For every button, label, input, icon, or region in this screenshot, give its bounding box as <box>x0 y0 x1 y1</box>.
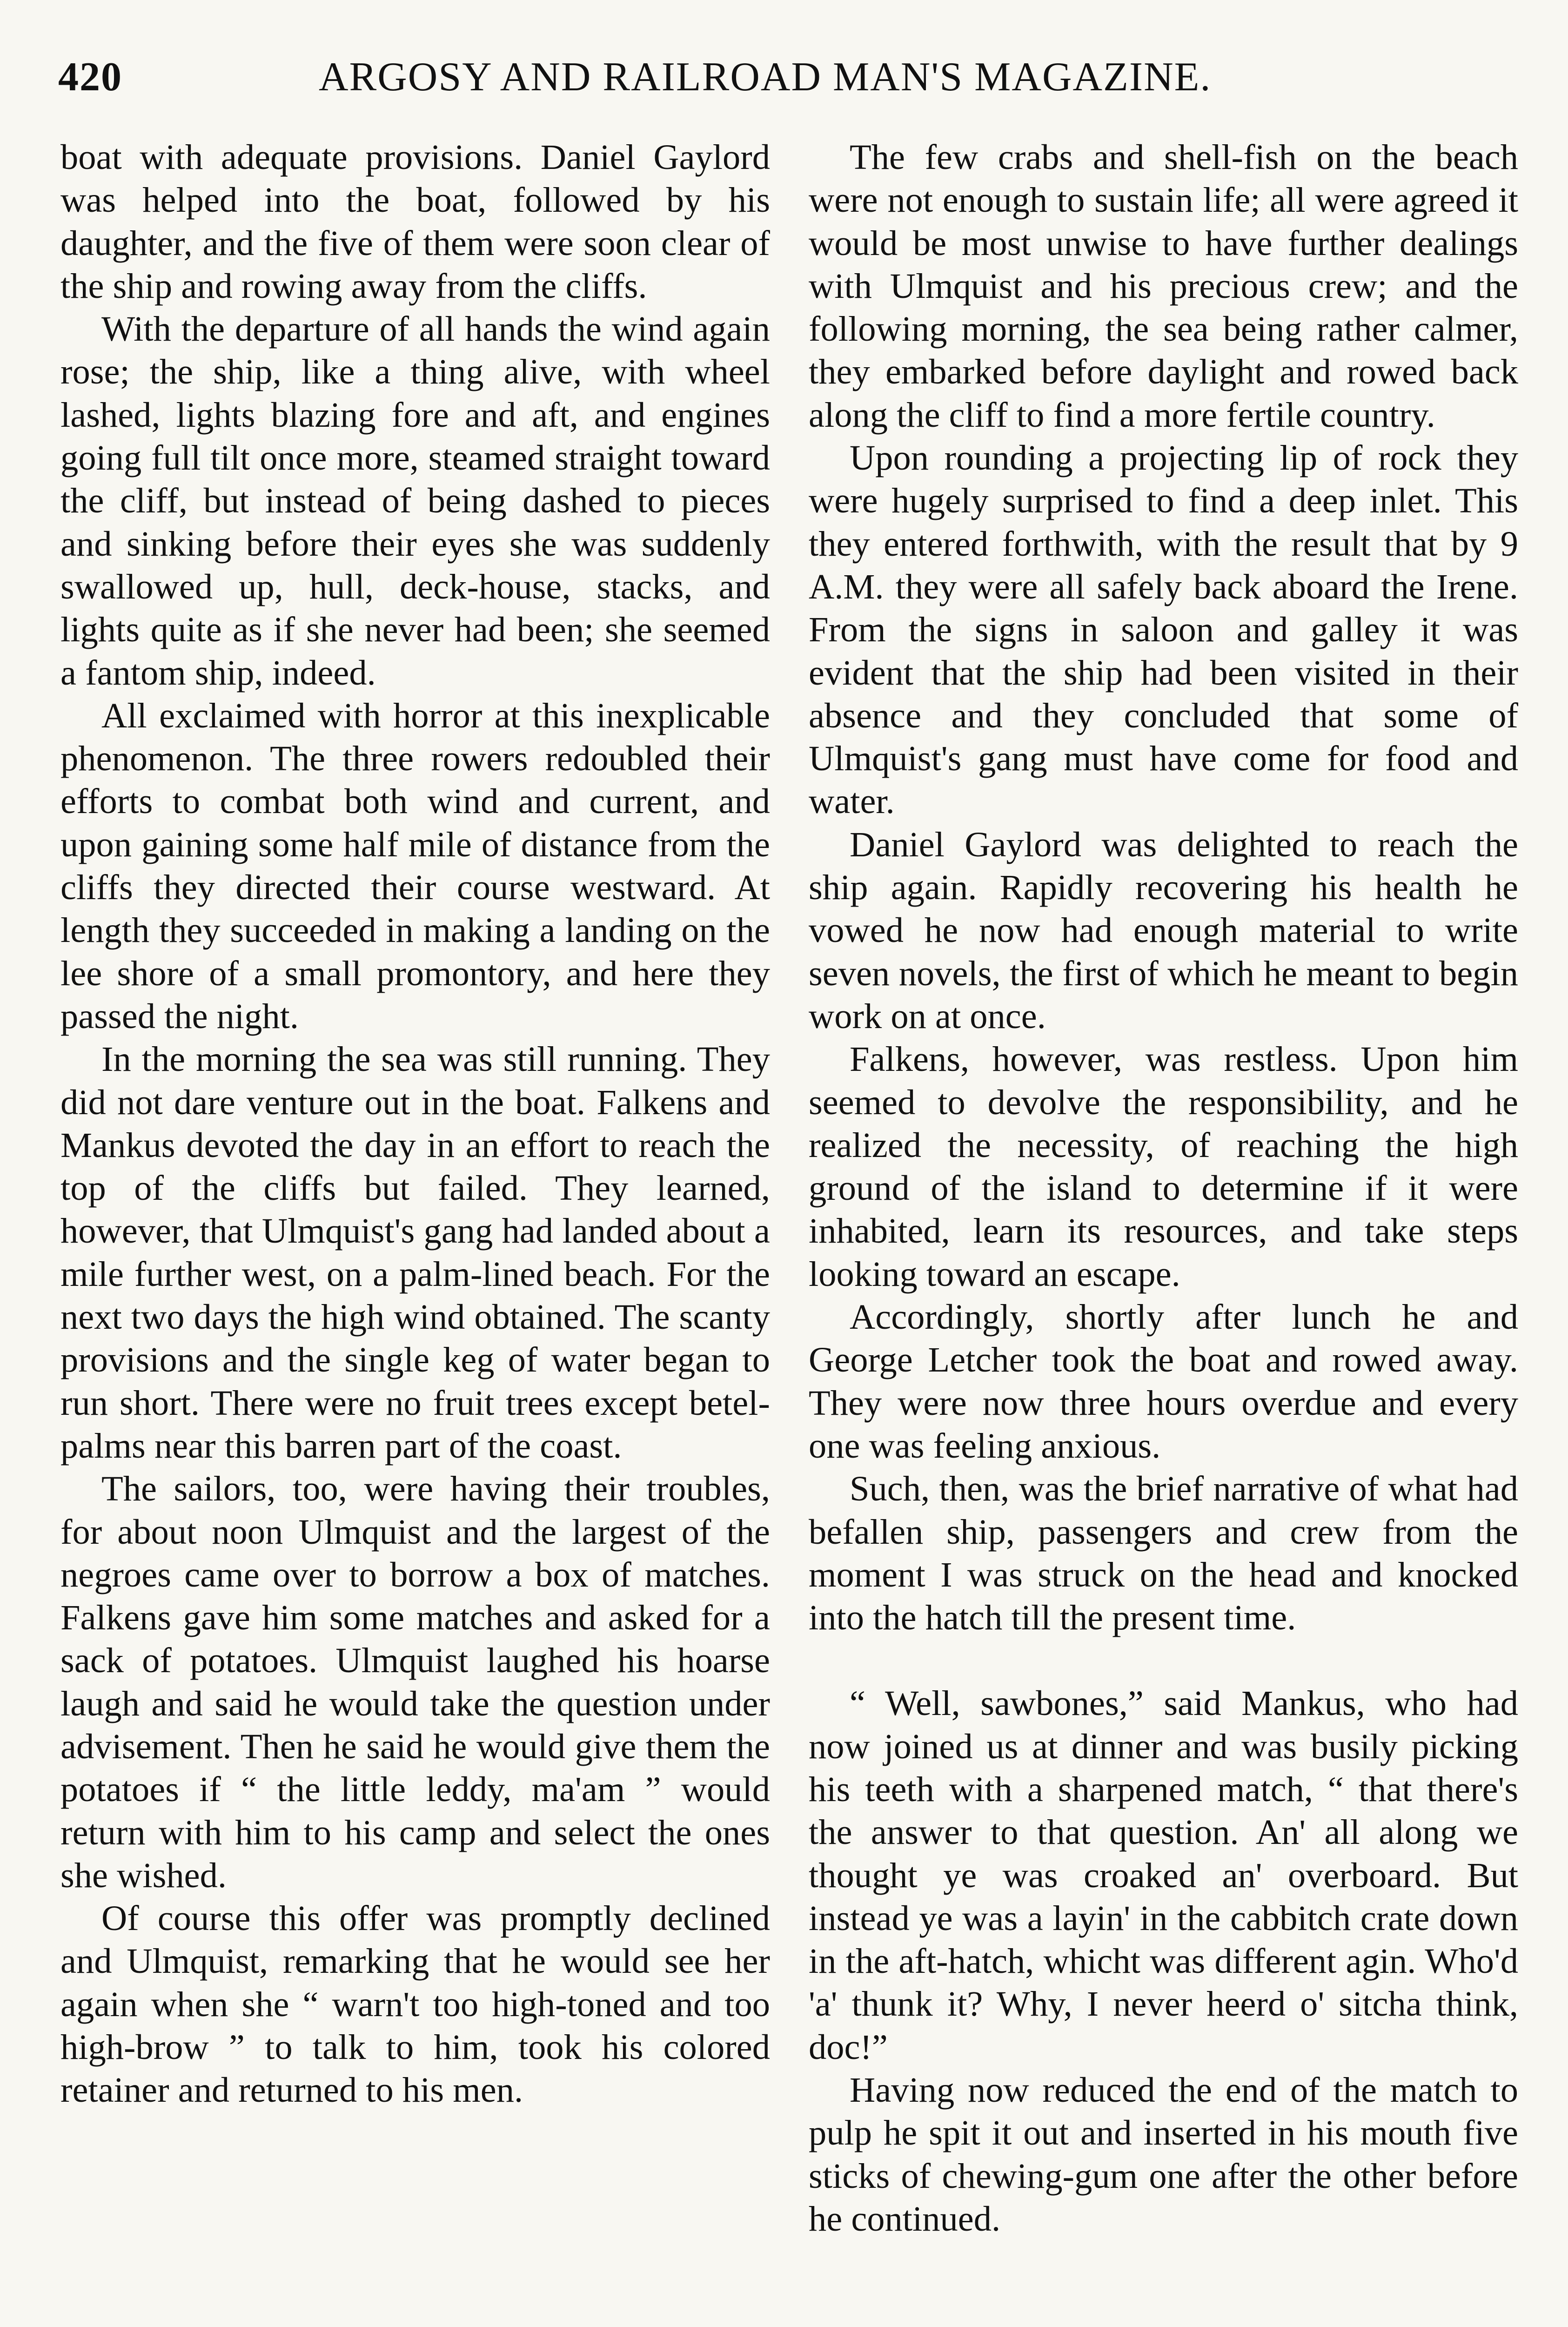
page-header <box>58 49 1514 109</box>
paragraph: The few crabs and shell-fish on the beach were not enough to sustain life; all were agreed it would be most unwise to have further dealings with Ulmquist and his precious crew; and the following morning, the sea being rather calmer, they embarked before daylight and rowed back along the cliff to find a more fertile country. <box>809 137 1518 435</box>
paragraph: Having now reduced the end of the match to pulp he spit it out and inserted in his mouth five sticks of chewing-gum one after the other before he continued. <box>809 2070 1518 2239</box>
paragraph: Falkens, however, was restless. Upon him seemed to devolve the responsibility, and he realized the necessity, of reaching the high ground of the island to determine if it were inhabited, learn its resources, and take steps looking toward an escape. <box>809 1039 1518 1294</box>
paragraph: “ Well, sawbones,” said Mankus, who had now joined us at dinner and was busily picking his teeth with a sharpened match, “ that there's the answer to that question. An' all along we thought ye was croaked an' overboard. But instead ye was a layin' in the cabbitch crate down in the aft-hatch, whicht was different agin. Who'd 'a' thunk it? Why, I never heerd o' sitcha think, doc!” <box>809 1683 1518 2067</box>
paragraph: Such, then, was the brief narrative of what had befallen ship, passengers and crew from the moment I was struck on the head and knocked into the hatch till the present time. <box>809 1469 1518 1638</box>
paragraph: All exclaimed with horror at this inexplicable phenomenon. The three rowers redoubled their efforts to combat both wind and current, and upon gaining some half mile of distance from the cliffs they directed their course westward. At length they succeeded in making a landing on the lee shore of a small promontory, and here they passed the night. <box>60 695 770 1036</box>
paragraph: In the morning the sea was still running. They did not dare venture out in the boat. Falkens and Mankus devoted the day in an effort to reach the top of the cliffs but failed. They learned, however, that Ulmquist's gang had landed about a mile further west, on a palm-lined beach. For the next two days the high wind obtained. The scanty provisions and the single keg of water began to run short. There were no fruit trees except betel-palms near this barren part of the coast. <box>60 1039 770 1466</box>
paragraph: boat with adequate provisions. Daniel Gaylord was helped into the boat, followed by his daughter, and the five of them were soon clear of the ship and rowing away from the cliffs. <box>60 137 770 306</box>
paragraph: Of course this offer was promptly declined and Ulmquist, remarking that he would see her again when she “ warn't too high-toned and too high-brow ” to talk to him, took his colored retainer and returned to his men. <box>60 1898 770 2110</box>
paragraph: Accordingly, shortly after lunch he and George Letcher took the boat and rowed away. They were now three hours overdue and every one was feeling anxious. <box>809 1297 1518 1466</box>
running-title: ARGOSY AND RAILROAD MAN'S MAGAZINE. <box>319 54 1212 100</box>
paragraph: The sailors, too, were having their troubles, for about noon Ulmquist and the largest of the negroes came over to borrow a box of matches. Falkens gave him some matches and asked for a sack of potatoes. Ulmquist laughed his hoarse laugh and said he would take the question under advisement. Then he said he would give them the potatoes if “ the little leddy, ma'am ” would return with him to his camp and select the ones she wished. <box>60 1469 770 1895</box>
page-number: 420 <box>58 54 122 100</box>
paragraph: With the departure of all hands the wind again rose; the ship, like a thing alive, with wheel lashed, lights blazing fore and aft, and engines going full tilt once more, steamed straight toward the cliff, but instead of being dashed to pieces and sinking before their eyes she was suddenly swallowed up, hull, deck-house, stacks, and lights quite as if she never had been; she seemed a fantom ship, indeed. <box>60 309 770 693</box>
paragraph: Daniel Gaylord was delighted to reach the ship again. Rapidly recovering his health he vowed he now had enough material to write seven novels, the first of which he meant to begin work on at once. <box>809 824 1518 1036</box>
right-column <box>809 136 1518 2240</box>
left-column <box>60 136 770 2112</box>
paragraph: Upon rounding a projecting lip of rock they were hugely surprised to find a deep inlet. This they entered forthwith, with the result that by 9 A.M. they were all safely back aboard the Irene. From the signs in saloon and galley it was evident that the ship had been visited in their absence and they concluded that some of Ulmquist's gang must have come for food and water. <box>809 438 1518 821</box>
